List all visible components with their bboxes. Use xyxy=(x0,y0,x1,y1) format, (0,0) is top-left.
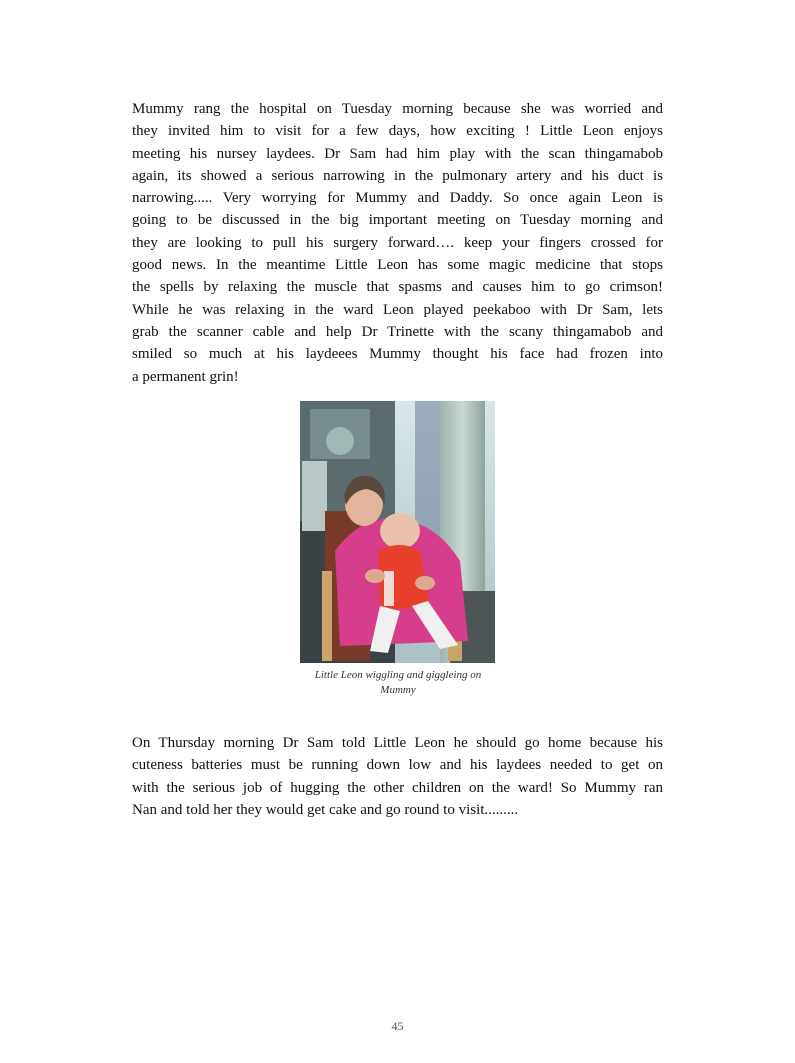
text-line: they are looking to pull his surgery forward…. keep your fingers crossed for xyxy=(132,234,663,251)
text-line: smiled so much at his laydeees Mummy thought his face had frozen into xyxy=(132,346,663,363)
photo-caption: Little Leon wiggling and giggleing on Mummy xyxy=(314,669,482,696)
text-line: the spells by relaxing the muscle that spasms and causes him to go crimson! xyxy=(132,279,663,296)
text-line: they invited him to visit for a few days, how exciting ! Little Leon enjoys xyxy=(132,123,663,140)
text-line: cuteness batteries must be running down low and his laydees needed to get on xyxy=(132,757,663,774)
paragraph-hospital-visit xyxy=(132,98,663,388)
text-line: meeting his nursey laydees. Dr Sam had him play with the scan thingamabob xyxy=(132,145,663,162)
text-line: On Thursday morning Dr Sam told Little Leon he should go home because his xyxy=(132,735,663,751)
text-line: grab the scanner cable and help Dr Trinette with the scany thingamabob and xyxy=(132,323,663,340)
text-line: While he was relaxing in the ward Leon played peekaboo with Dr Sam, lets xyxy=(132,301,663,318)
text-line: Nan and told her they would get cake and go round to visit......... xyxy=(132,801,519,818)
text-line: narrowing..... Very worrying for Mummy and Daddy. So once again Leon is xyxy=(132,190,663,207)
text-line: with the serious job of hugging the other children on the ward! So Mummy ran xyxy=(132,779,663,796)
photo-mother-and-baby xyxy=(300,401,495,663)
text-line: again, its showed a serious narrowing in the pulmonary artery and his duct is xyxy=(132,167,663,184)
paragraph-going-home xyxy=(132,732,663,821)
page-number: 45 xyxy=(391,1019,404,1033)
text-line: good news. In the meantime Little Leon has some magic medicine that stops xyxy=(132,257,663,274)
text-line: a permanent grin! xyxy=(132,368,239,385)
text-line: going to be discussed in the big important meeting on Tuesday morning and xyxy=(132,212,663,229)
text-line: Mummy rang the hospital on Tuesday morning because she was worried and xyxy=(132,101,663,117)
